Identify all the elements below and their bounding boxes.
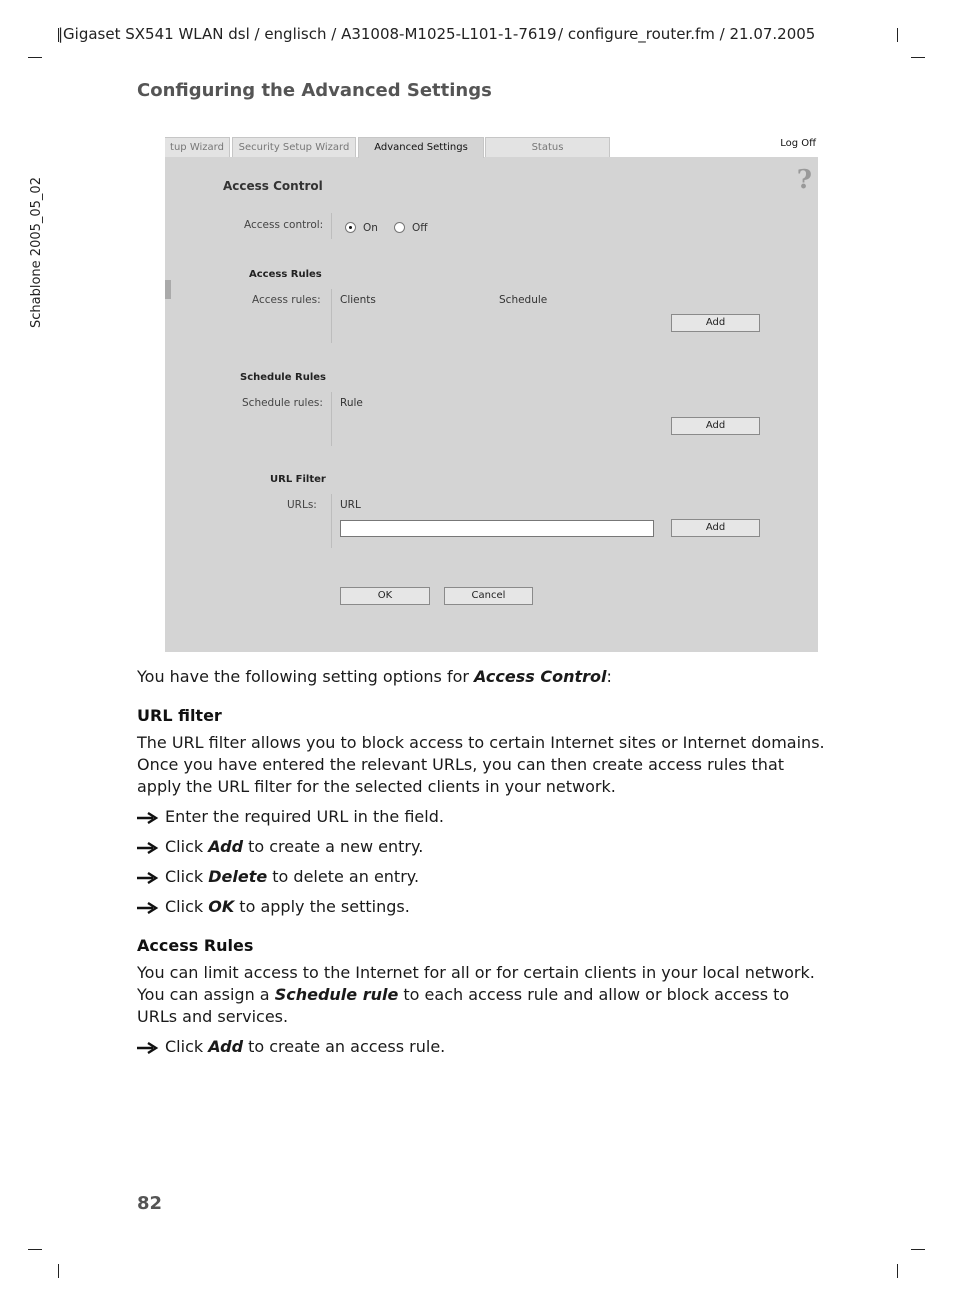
logoff-link[interactable]: Log Off (780, 138, 816, 149)
schedule-rules-add-button[interactable]: Add (671, 417, 760, 435)
crop-mark (911, 1249, 925, 1250)
url-input[interactable] (340, 520, 654, 537)
arrow-icon (137, 902, 159, 914)
crop-mark (897, 28, 898, 42)
url-filter-heading: URL Filter (270, 474, 326, 485)
access-control-on-radio[interactable] (345, 222, 356, 233)
url-column-header: URL (340, 499, 361, 511)
crop-mark (58, 1264, 59, 1278)
divider (331, 494, 332, 548)
schedule-rules-rule-header: Rule (340, 397, 363, 409)
step-item: Click OK to apply the settings. (137, 896, 410, 918)
help-icon[interactable]: ? (796, 165, 812, 195)
crop-mark (28, 1249, 42, 1250)
intro-paragraph: You have the following setting options for Access Control: (137, 667, 612, 686)
urls-label: URLs: (287, 499, 317, 511)
template-label: Schablone 2005_05_02 (29, 177, 44, 328)
step-item: Click Add to create a new entry. (137, 836, 423, 858)
arrow-icon (137, 812, 159, 824)
crop-mark (28, 57, 42, 58)
divider (331, 289, 332, 343)
access-rules-paragraph: You can limit access to the Internet for all or for certain clients in your local network. You can assign a Schedule rule to each access rule and allow or block access to URLs and services. (137, 963, 815, 1026)
tab-status[interactable]: Status (485, 137, 610, 157)
file-info: / configure_router.fm / 21.07.2005 (558, 25, 816, 43)
crop-mark (897, 1264, 898, 1278)
url-add-button[interactable]: Add (671, 519, 760, 537)
access-rules-schedule-header: Schedule (499, 294, 548, 306)
ok-button[interactable]: OK (340, 587, 430, 605)
divider (331, 392, 332, 446)
router-screenshot (165, 137, 818, 652)
page-number: 82 (137, 1193, 163, 1214)
step-item: Enter the required URL in the field. (137, 806, 444, 828)
cancel-button[interactable]: Cancel (444, 587, 533, 605)
schedule-rules-label: Schedule rules: (242, 397, 323, 409)
url-filter-paragraph: The URL filter allows you to block access to certain Internet sites or Internet domains. Once you have entered the relevant URLs, you can then create access rules that apply the URL filter for the selected clients in your network. (137, 733, 825, 796)
access-rules-clients-header: Clients (340, 294, 376, 306)
arrow-icon (137, 872, 159, 884)
url-filter-heading: URL filter (137, 706, 222, 725)
tab-advanced-settings[interactable]: Advanced Settings (358, 137, 484, 158)
access-rules-heading: Access Rules (249, 269, 322, 280)
step-item: Click Delete to delete an entry. (137, 866, 419, 888)
doc-info: |Gigaset SX541 WLAN dsl / englisch / A31008-M1025-L101-1-7619 (58, 25, 557, 43)
tab-bar (165, 137, 818, 157)
access-control-label: Access control: (244, 219, 324, 231)
arrow-icon (137, 1042, 159, 1054)
scroll-handle[interactable] (165, 280, 171, 299)
access-control-off-label: Off (412, 222, 428, 234)
arrow-icon (137, 842, 159, 854)
access-rules-heading: Access Rules (137, 936, 254, 955)
page-heading: Access Control (223, 179, 323, 193)
access-rules-add-button[interactable]: Add (671, 314, 760, 332)
step-item: Click Add to create an access rule. (137, 1036, 445, 1058)
schedule-rules-heading: Schedule Rules (240, 372, 326, 383)
access-rules-label: Access rules: (252, 294, 321, 306)
tab-setup-wizard[interactable]: tup Wizard (165, 137, 230, 157)
access-control-off-radio[interactable] (394, 222, 405, 233)
crop-mark (911, 57, 925, 58)
section-title: Configuring the Advanced Settings (137, 80, 492, 101)
tab-security-setup-wizard[interactable]: Security Setup Wizard (232, 137, 356, 157)
access-control-on-label: On (363, 222, 378, 234)
divider (331, 213, 332, 239)
